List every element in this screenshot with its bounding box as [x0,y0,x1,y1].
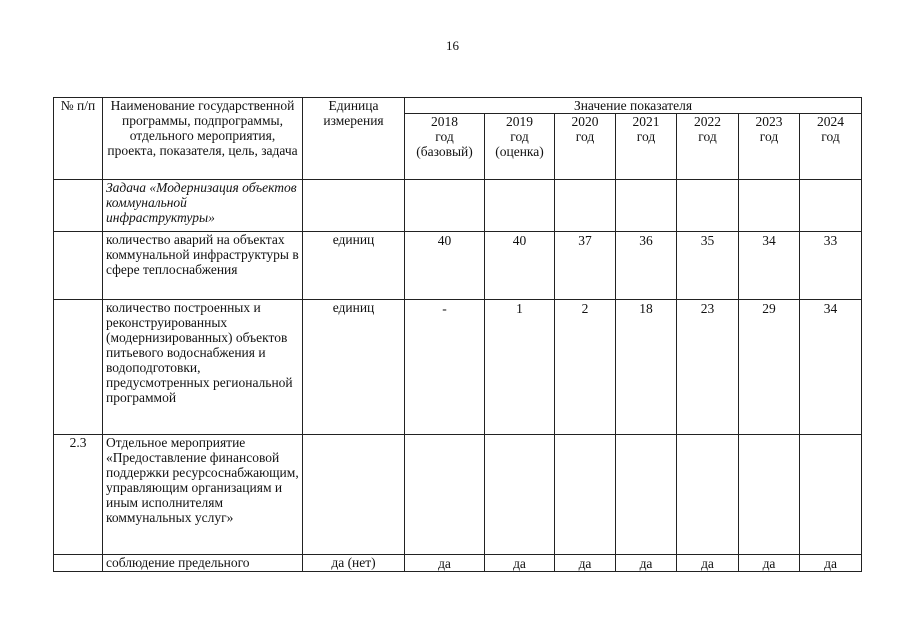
value-cell [800,180,862,232]
header-year-2023: 2023 год [739,114,800,180]
row-name: соблюдение предельного [103,555,303,572]
row-unit [303,180,405,232]
row-unit [303,435,405,555]
row-unit: да (нет) [303,555,405,572]
value-cell: да [405,555,485,572]
value-cell: 33 [800,232,862,300]
value-cell [616,180,677,232]
value-cell: 34 [800,300,862,435]
table-row [54,232,862,300]
indicator-table [53,97,862,572]
row-num [54,300,103,435]
value-cell [677,180,739,232]
value-cell [485,435,555,555]
header-year-2020: 2020 год [555,114,616,180]
value-cell: 34 [739,232,800,300]
value-cell [739,435,800,555]
row-unit: единиц [303,300,405,435]
value-cell: 37 [555,232,616,300]
value-cell: 35 [677,232,739,300]
value-cell [677,435,739,555]
value-cell: 18 [616,300,677,435]
table-row [54,180,862,232]
value-cell: 29 [739,300,800,435]
value-cell: да [800,555,862,572]
value-cell: 23 [677,300,739,435]
page-number: 16 [446,38,459,53]
value-cell [616,435,677,555]
row-name: количество аварий на объектах коммунальной инфраструктуры в сфере теплоснабжения [103,232,303,300]
header-year-2019: 2019 год (оценка) [485,114,555,180]
value-cell: 36 [616,232,677,300]
table-row [54,435,862,555]
value-cell: да [739,555,800,572]
value-cell: 2 [555,300,616,435]
value-cell: - [405,300,485,435]
value-cell [405,435,485,555]
header-year-2021: 2021 год [616,114,677,180]
value-cell: да [677,555,739,572]
value-cell: 40 [485,232,555,300]
header-year-2018: 2018 год (базовый) [405,114,485,180]
header-year-2024: 2024 год [800,114,862,180]
value-cell [405,180,485,232]
row-unit: единиц [303,232,405,300]
value-cell: да [616,555,677,572]
row-name: количество построенных и реконструированных (модернизированных) объектов питьевого водоснабжения и водоподготовки, предусмотренных региональной программой [103,300,303,435]
row-num [54,180,103,232]
row-name: Задача «Модернизация объектов коммунальной инфраструктуры» [103,180,303,232]
value-cell [739,180,800,232]
header-num: № п/п [54,98,103,180]
header-value-group: Значение показателя [405,98,862,114]
value-cell: да [555,555,616,572]
header-unit: Единица измерения [303,98,405,180]
value-cell [800,435,862,555]
value-cell: 1 [485,300,555,435]
header-year-2022: 2022 год [677,114,739,180]
table-row [54,300,862,435]
row-num: 2.3 [54,435,103,555]
value-cell [555,180,616,232]
row-num [54,555,103,572]
value-cell: 40 [405,232,485,300]
header-name: Наименование государственной программы, подпрограммы, отдельного мероприятия, проекта, показателя, цель, задача [103,98,303,180]
row-name: Отдельное мероприятие «Предоставление финансовой поддержки ресурсоснабжающим, управляющим организациям и иным исполнителям коммунальных услуг» [103,435,303,555]
value-cell [555,435,616,555]
row-num [54,232,103,300]
value-cell: да [485,555,555,572]
table-row [54,555,862,572]
value-cell [485,180,555,232]
